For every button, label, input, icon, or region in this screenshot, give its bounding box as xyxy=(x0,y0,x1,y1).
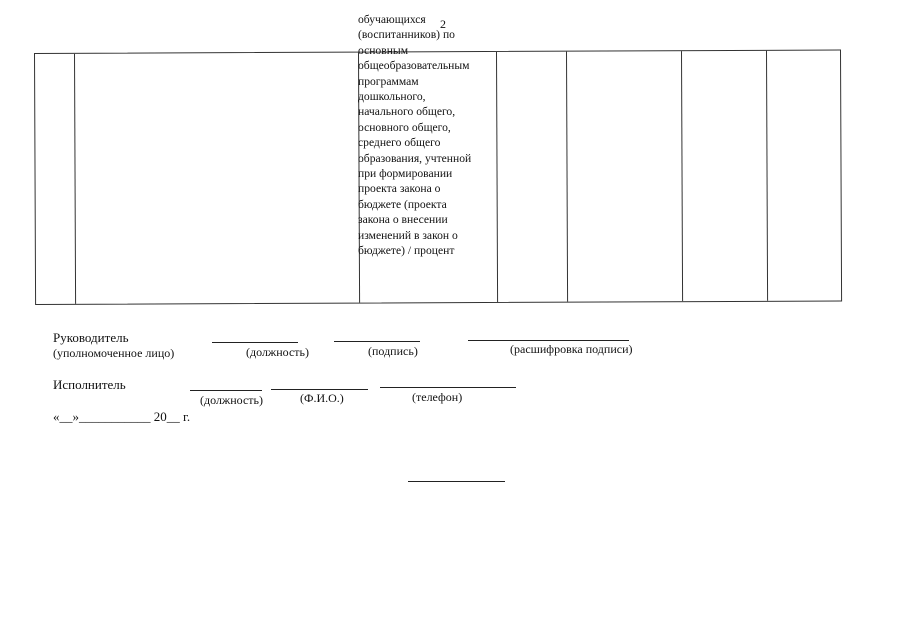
cell-line: среднего общего xyxy=(358,136,441,150)
page-number: 2 xyxy=(440,17,446,31)
column-divider xyxy=(681,51,683,301)
head-subtitle: (уполномоченное лицо) xyxy=(53,346,175,360)
cell-line: изменений в закон о xyxy=(358,228,458,242)
head-signature-line[interactable] xyxy=(334,341,420,342)
head-decoding-caption: (расшифровка подписи) xyxy=(510,342,633,356)
executor-phone-caption: (телефон) xyxy=(412,390,463,404)
cell-line: обучающихся xyxy=(358,13,426,26)
head-title: Руководитель xyxy=(53,330,129,345)
cell-line: начального общего, xyxy=(358,105,456,119)
head-decoding-line[interactable] xyxy=(468,340,629,341)
column-divider xyxy=(496,52,498,302)
cell-line: бюджете (проекта xyxy=(358,197,447,211)
head-position-caption: (должность) xyxy=(246,345,309,359)
cell-line: закона о внесении xyxy=(358,213,448,227)
cell-line: основным xyxy=(358,43,409,57)
end-separator-line xyxy=(408,481,505,482)
date-line[interactable]: «__»___________ 20__ г. xyxy=(53,409,191,424)
executor-position-caption: (должность) xyxy=(200,393,263,407)
column-divider xyxy=(566,52,568,302)
head-signature-caption: (подпись) xyxy=(368,344,418,358)
cell-line: бюджете) / процент xyxy=(358,244,455,258)
head-position-line[interactable] xyxy=(212,342,298,343)
cell-line: (воспитанников) по xyxy=(358,28,455,42)
cell-line: общеобразовательным xyxy=(358,59,470,73)
executor-position-line[interactable] xyxy=(190,390,262,391)
column-divider xyxy=(766,51,768,301)
executor-name-line[interactable] xyxy=(271,389,368,390)
cell-line: образования, учтенной xyxy=(358,151,472,165)
cell-line: при формировании xyxy=(358,167,453,181)
cell-line: дошкольного, xyxy=(358,90,426,104)
cell-line: проекта закона о xyxy=(358,182,441,196)
cell-line: программам xyxy=(358,74,419,88)
column-divider xyxy=(74,54,76,304)
executor-name-caption: (Ф.И.О.) xyxy=(300,391,344,405)
indicator-cell-text xyxy=(358,12,496,259)
cell-line: основного общего, xyxy=(358,120,451,134)
executor-phone-line[interactable] xyxy=(380,387,516,388)
executor-title: Исполнитель xyxy=(53,377,126,392)
